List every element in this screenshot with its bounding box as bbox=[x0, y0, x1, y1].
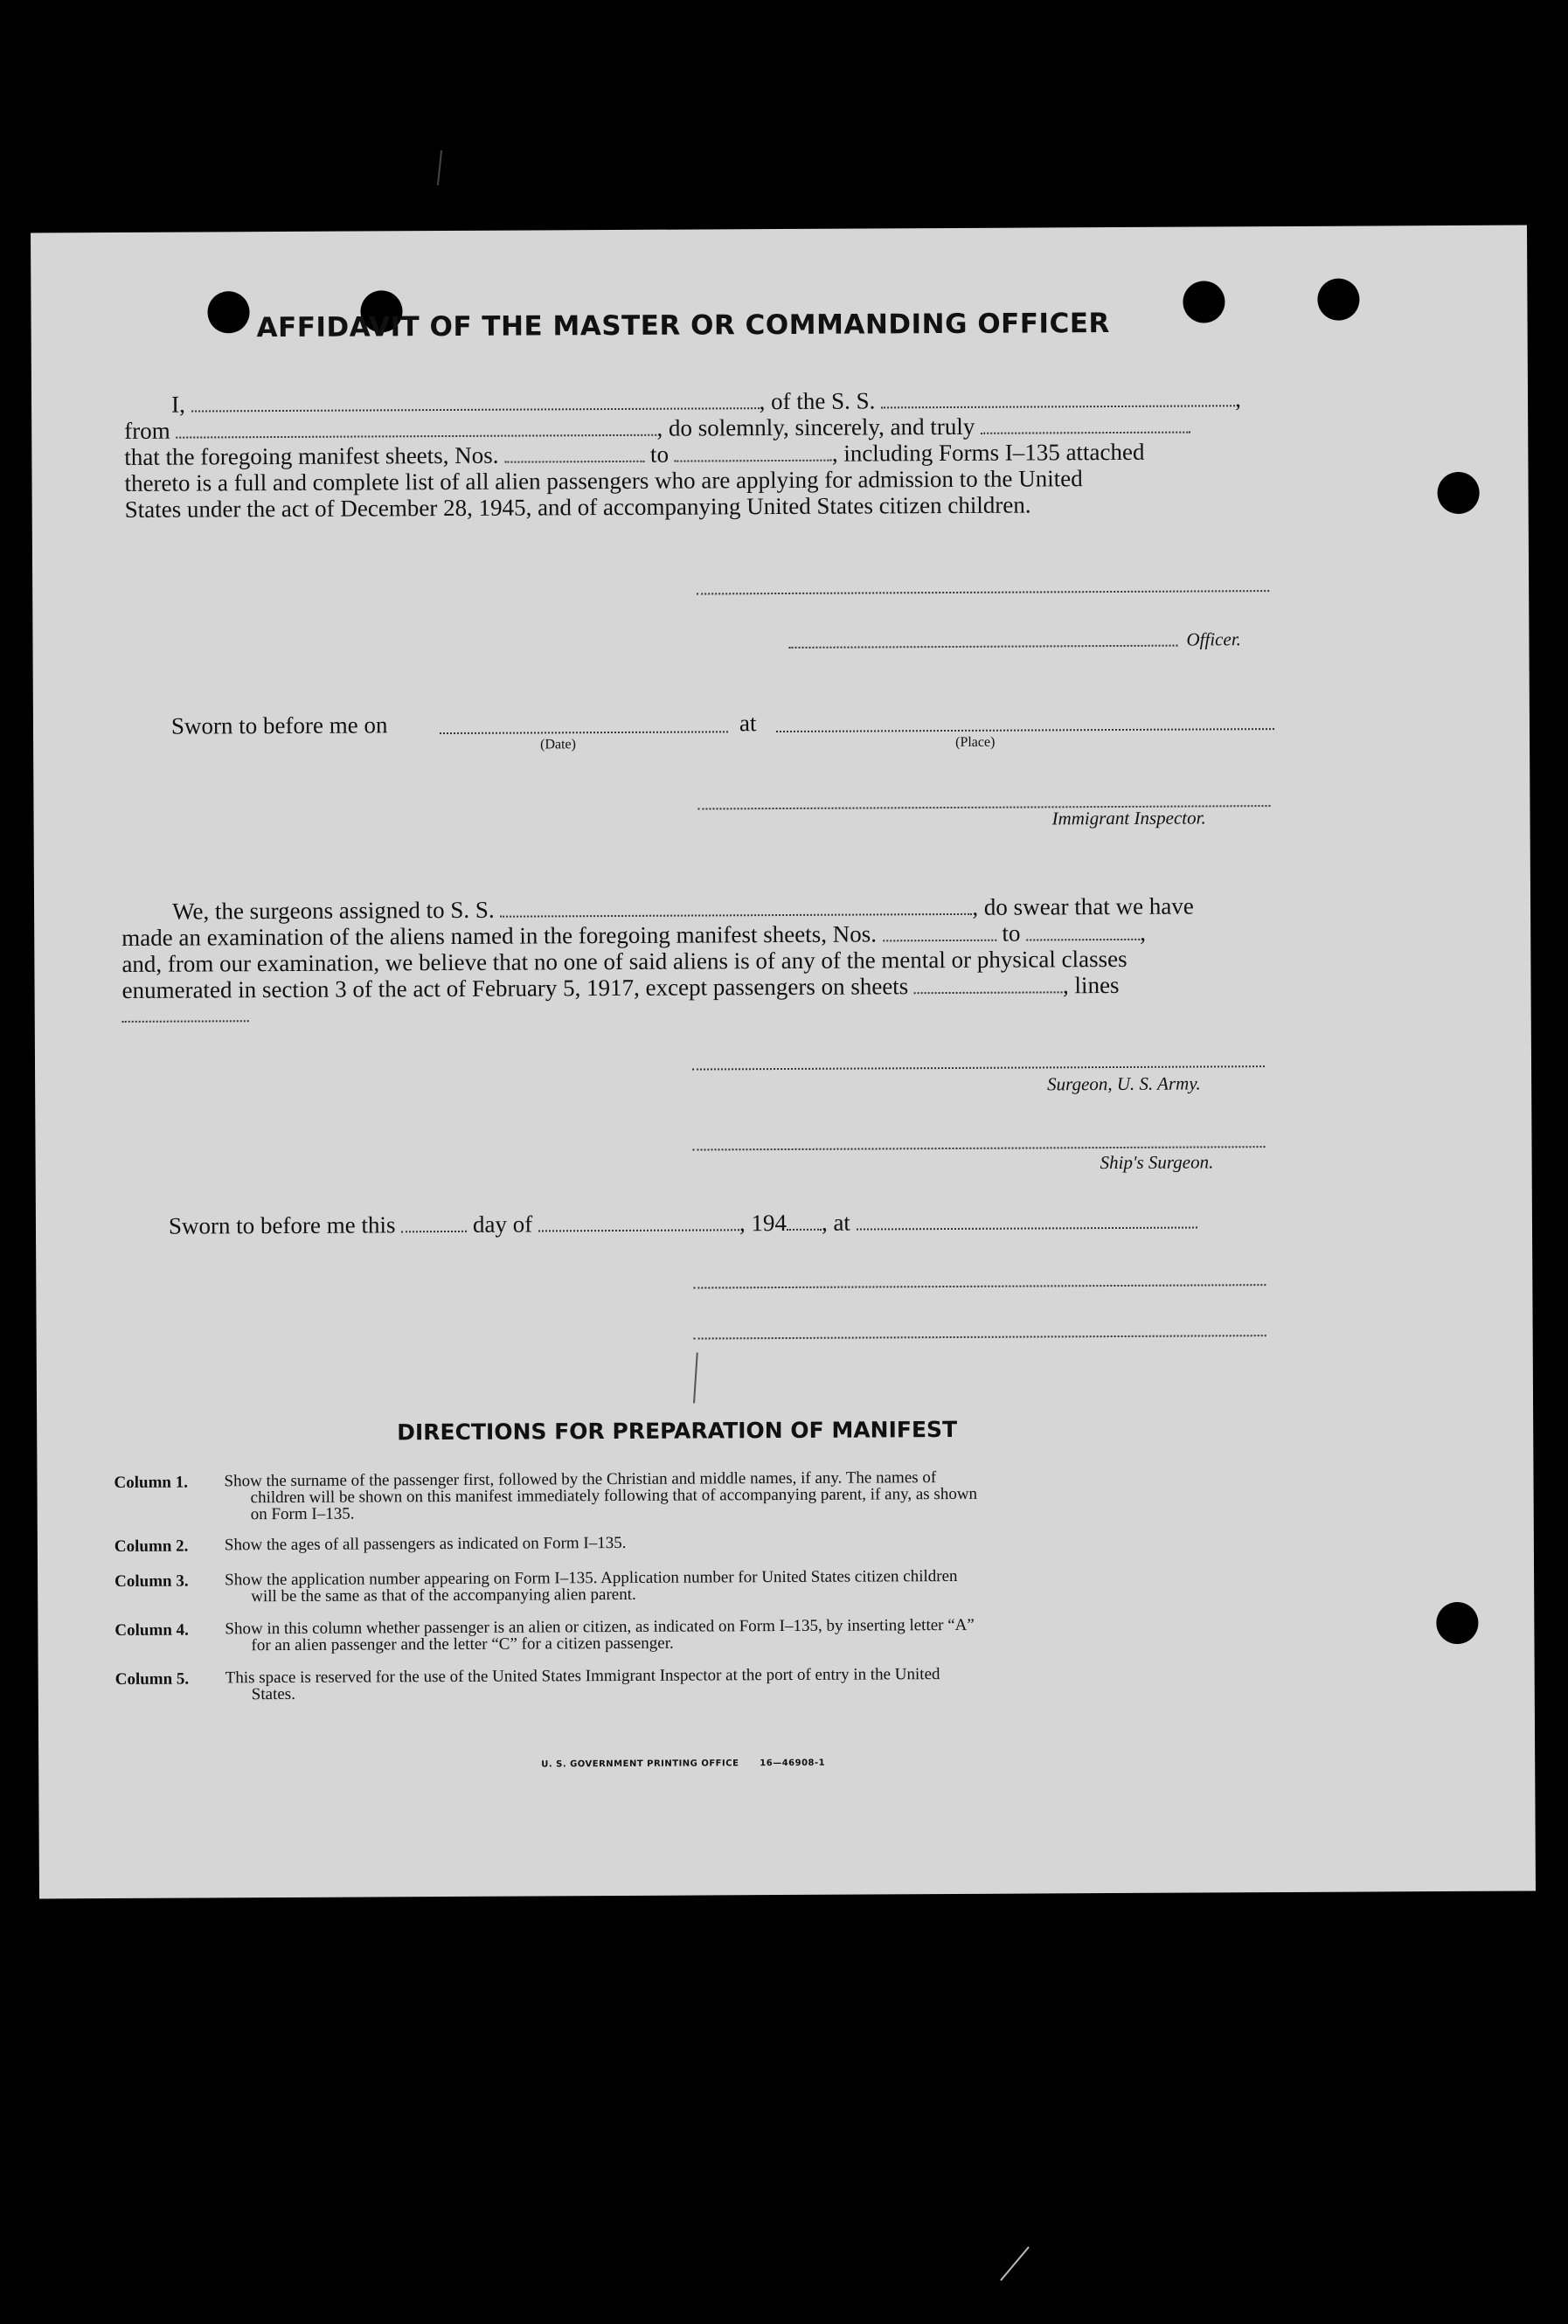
date-caption: (Date) bbox=[540, 737, 576, 753]
sworn-this-line bbox=[169, 1208, 1197, 1239]
column-text-line: This space is reserved for the use of the United States Immigrant Inspector at the port of entry in the United bbox=[225, 1665, 940, 1688]
column-text-line: will be the same as that of the accompanying alien parent. bbox=[251, 1585, 636, 1606]
text-enumerated: enumerated in section 3 of the act of February 5, 1917, except passengers on sheets bbox=[121, 973, 909, 1003]
pen-mark bbox=[693, 1353, 698, 1404]
text-sworn-this: Sworn to before me this bbox=[168, 1211, 396, 1239]
place-field[interactable] bbox=[776, 728, 1274, 732]
punch-hole bbox=[1436, 1602, 1478, 1644]
direction-row bbox=[114, 1615, 1312, 1655]
army-surgeon-signature-line[interactable] bbox=[692, 1065, 1265, 1070]
exam-sheet-from-field[interactable] bbox=[883, 920, 996, 942]
directions-title: DIRECTIONS FOR PREPARATION OF MANIFEST bbox=[397, 1416, 958, 1446]
column-text-line: Show the ages of all passengers as indicated on Form I–135. bbox=[224, 1533, 627, 1555]
direction-row bbox=[114, 1467, 1311, 1523]
text-to: to bbox=[649, 441, 670, 468]
signature-line[interactable] bbox=[697, 590, 1269, 594]
column-text-line: Show the surname of the passenger first, followed by the Christian and middle names, if any. The names of bbox=[224, 1468, 937, 1491]
text-of-ss: , of the S. S. bbox=[759, 387, 876, 415]
ship-surgeon-label: Ship's Surgeon. bbox=[1100, 1151, 1214, 1174]
officer-signature-line[interactable] bbox=[789, 645, 1178, 649]
place-caption: (Place) bbox=[955, 734, 996, 750]
form-sheet bbox=[31, 225, 1536, 1899]
sheet-from-field[interactable] bbox=[504, 441, 644, 463]
directions-table bbox=[114, 1467, 1312, 1714]
punch-hole bbox=[1317, 279, 1359, 321]
name-field[interactable] bbox=[191, 388, 759, 412]
inspector-label: Immigrant Inspector. bbox=[1051, 807, 1206, 829]
column-text bbox=[225, 1531, 1312, 1557]
affidavit-title: AFFIDAVIT OF THE MASTER OR COMMANDING OFFICER bbox=[256, 308, 1110, 344]
direction-row bbox=[115, 1664, 1313, 1703]
date-field[interactable] bbox=[440, 731, 728, 734]
affidavit-line-5: States under the act of December 28, 1945, and of accompanying United States citizen children. bbox=[124, 491, 1031, 523]
text-manifest-sheets: that the foregoing manifest sheets, Nos. bbox=[124, 441, 499, 470]
month-field[interactable] bbox=[538, 1210, 739, 1231]
column-text-line: Show the application number appearing on Form I–135. Application number for United States citizen children bbox=[225, 1566, 958, 1590]
affidavit-line-4: thereto is a full and complete list of all alien passengers who are applying for admission to the United bbox=[124, 465, 1083, 496]
column-text bbox=[225, 1664, 1313, 1703]
column-text-line: on Form I–135. bbox=[250, 1504, 355, 1524]
column-text-line: States. bbox=[251, 1684, 295, 1704]
surgeon-ship-field[interactable] bbox=[500, 894, 972, 918]
column-key: Column 5. bbox=[114, 1669, 190, 1689]
text-day-of: day of bbox=[472, 1211, 533, 1238]
column-text-line: for an alien passenger and the letter “C” for a citizen passenger. bbox=[251, 1634, 674, 1655]
text-comma: , bbox=[1234, 385, 1241, 413]
column-key: Column 4. bbox=[114, 1620, 189, 1641]
from-port-field[interactable] bbox=[176, 415, 656, 439]
column-key: Column 3. bbox=[114, 1571, 189, 1592]
column-text bbox=[225, 1566, 1312, 1606]
text-comma-2: , bbox=[1140, 919, 1147, 946]
except-sheets-field[interactable] bbox=[914, 972, 1063, 994]
text-from: from bbox=[124, 417, 170, 444]
column-text-line: Show in this column whether passenger is an alien or citizen, as indicated on Form I–135, by inserting letter “A” bbox=[225, 1615, 975, 1639]
text-surgeons-assigned: We, the surgeons assigned to S. S. bbox=[172, 896, 495, 925]
text-i: I, bbox=[170, 391, 185, 418]
surgeons-line-3: and, from our examination, we believe that no one of said aliens is of any of the mental or physical classes bbox=[121, 945, 1127, 977]
text-to-2: to bbox=[1002, 919, 1021, 947]
surgeons-line-4 bbox=[121, 972, 1119, 1003]
column-text bbox=[224, 1467, 1311, 1523]
text-lines: , lines bbox=[1062, 971, 1120, 999]
ship-surgeon-signature-line[interactable] bbox=[693, 1146, 1266, 1150]
column-key: Column 1. bbox=[114, 1473, 189, 1493]
printing-office-footer: U. S. GOVERNMENT PRINTING OFFICE 16—46908-1 bbox=[541, 1758, 826, 1770]
column-text-line: children will be shown on this manifest immediately following that of accompanying parent, if any, as shown bbox=[250, 1484, 978, 1508]
text-solemnly: , do solemnly, sincerely, and truly bbox=[656, 413, 975, 441]
army-surgeon-label: Surgeon, U. S. Army. bbox=[1047, 1072, 1201, 1095]
direction-row bbox=[114, 1531, 1312, 1557]
scratch-mark bbox=[1000, 2246, 1030, 2281]
lines-field[interactable] bbox=[122, 1020, 249, 1023]
day-field[interactable] bbox=[401, 1211, 467, 1232]
column-text bbox=[225, 1615, 1312, 1655]
text-year: , 194 bbox=[739, 1209, 787, 1237]
punch-hole bbox=[207, 291, 249, 333]
direction-row bbox=[114, 1566, 1312, 1606]
text-including: , including Forms I–135 attached bbox=[831, 438, 1145, 467]
punch-hole bbox=[1183, 281, 1225, 323]
exam-sheet-to-field[interactable] bbox=[1026, 919, 1140, 941]
location-field[interactable] bbox=[857, 1208, 1197, 1231]
column-key: Column 2. bbox=[114, 1537, 189, 1557]
text-at-2: , at bbox=[821, 1209, 850, 1236]
oath-field[interactable] bbox=[981, 413, 1190, 434]
scratch-mark bbox=[437, 150, 442, 185]
text-examination: made an examination of the aliens named in the foregoing manifest sheets, Nos. bbox=[121, 920, 878, 951]
inspector-title-line[interactable] bbox=[694, 1335, 1266, 1339]
sheet-to-field[interactable] bbox=[675, 441, 832, 462]
sworn-at-label: at bbox=[739, 710, 757, 737]
ship-name-field[interactable] bbox=[881, 385, 1235, 408]
year-field[interactable] bbox=[787, 1210, 822, 1231]
inspector-signature-line-2[interactable] bbox=[693, 1284, 1266, 1288]
text-do-swear: , do swear that we have bbox=[972, 892, 1194, 920]
sworn-before-label: Sworn to before me on bbox=[170, 711, 388, 739]
punch-hole bbox=[1437, 472, 1479, 514]
officer-label: Officer. bbox=[1186, 628, 1241, 650]
